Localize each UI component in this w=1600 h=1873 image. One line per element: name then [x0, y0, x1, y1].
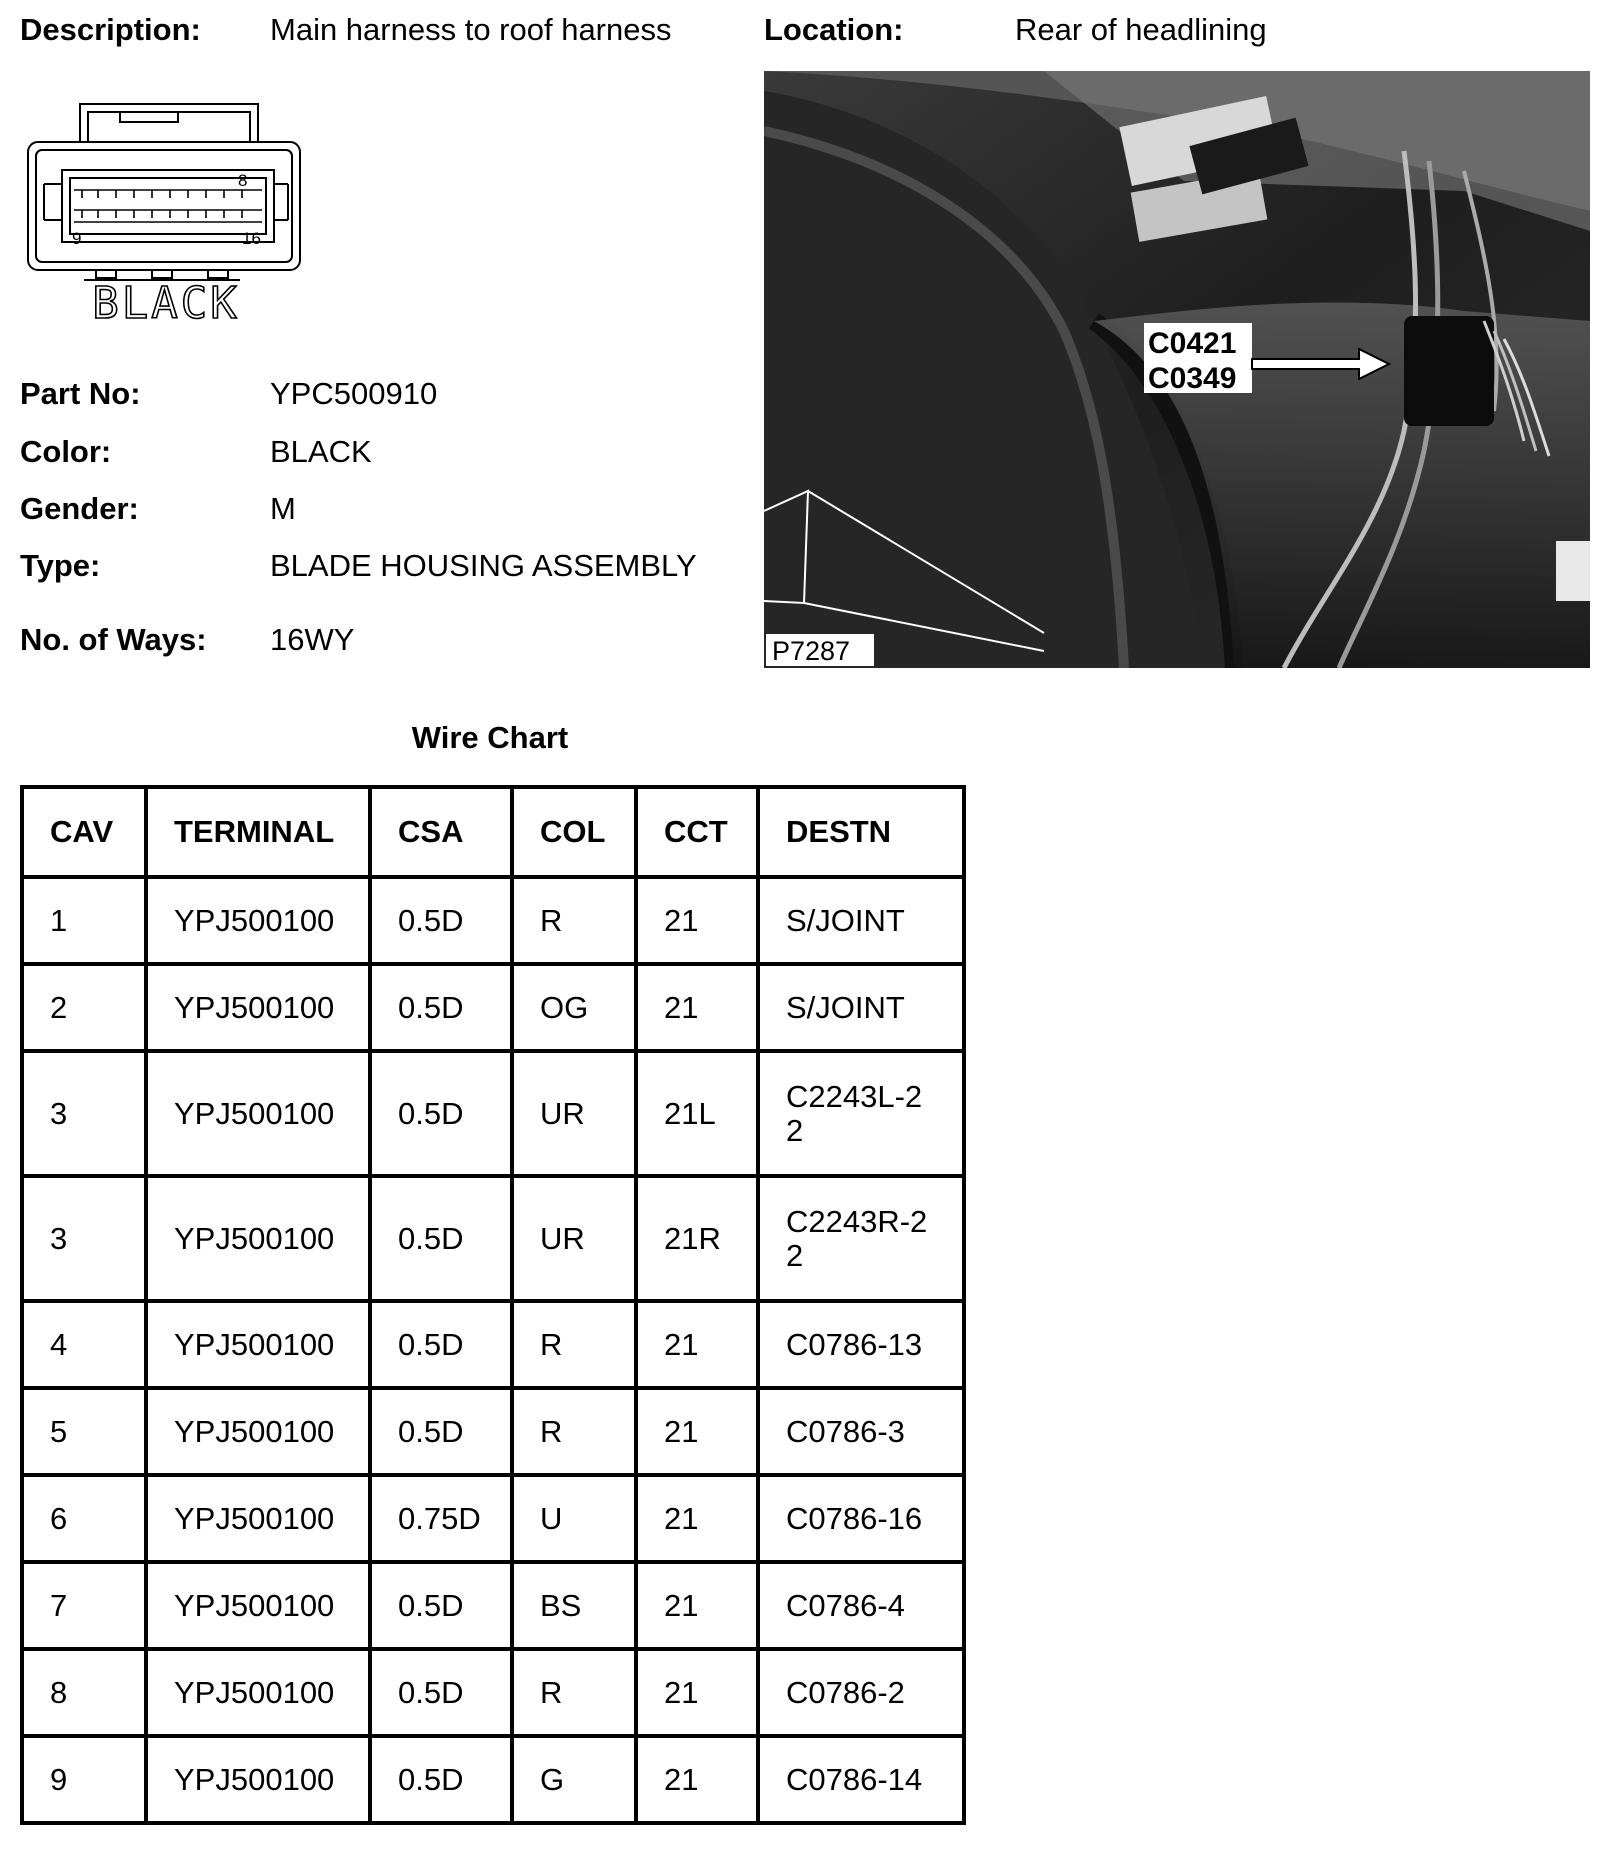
cell-col: R	[512, 1388, 636, 1475]
callout-c0421: C0421	[1148, 327, 1237, 360]
cell-csa: 0.5D	[370, 877, 512, 964]
location-photo	[764, 71, 1590, 668]
pin-label-8: 8	[238, 171, 248, 190]
description-value: Main harness to roof harness	[270, 12, 672, 47]
type-value: BLADE HOUSING ASSEMBLY	[270, 548, 697, 583]
cell-terminal: YPJ500100	[146, 1649, 370, 1736]
cell-destn: S/JOINT	[758, 964, 964, 1051]
color-label: Color:	[20, 434, 112, 469]
table-header-row	[22, 787, 964, 877]
cell-cct: 21R	[636, 1176, 758, 1301]
cell-cav: 4	[22, 1301, 146, 1388]
cell-terminal: YPJ500100	[146, 1301, 370, 1388]
cell-cct: 21L	[636, 1051, 758, 1176]
cell-cct: 21	[636, 1475, 758, 1562]
table-row	[22, 964, 964, 1051]
cell-destn: C0786-3	[758, 1388, 964, 1475]
cell-cct: 21	[636, 1562, 758, 1649]
cell-csa: 0.5D	[370, 1301, 512, 1388]
table-row	[22, 1475, 964, 1562]
cell-col: R	[512, 1301, 636, 1388]
location-label: Location:	[764, 12, 904, 47]
cell-col: R	[512, 877, 636, 964]
header-destn: DESTN	[758, 787, 964, 877]
description-label: Description:	[20, 12, 201, 47]
cell-cav: 9	[22, 1736, 146, 1823]
table-row	[22, 1301, 964, 1388]
part-no-label: Part No:	[20, 376, 141, 411]
table-row	[22, 1051, 964, 1176]
table-row	[22, 877, 964, 964]
cell-cct: 21	[636, 877, 758, 964]
gender-value: M	[270, 491, 296, 526]
cell-destn: C0786-14	[758, 1736, 964, 1823]
header-cct: CCT	[636, 787, 758, 877]
cell-destn: C0786-2	[758, 1649, 964, 1736]
photo-reference: P7287	[772, 636, 851, 666]
cell-csa: 0.5D	[370, 1736, 512, 1823]
cell-csa: 0.5D	[370, 1176, 512, 1301]
cell-col: U	[512, 1475, 636, 1562]
table-row	[22, 1736, 964, 1823]
table-row	[22, 1649, 964, 1736]
cell-destn: C0786-16	[758, 1475, 964, 1562]
cell-destn: C0786-13	[758, 1301, 964, 1388]
cell-terminal: YPJ500100	[146, 1176, 370, 1301]
cell-cav: 1	[22, 877, 146, 964]
cell-destn: S/JOINT	[758, 877, 964, 964]
gender-label: Gender:	[20, 491, 139, 526]
table-row	[22, 1176, 964, 1301]
header-terminal: TERMINAL	[146, 787, 370, 877]
location-value: Rear of headlining	[1015, 12, 1267, 47]
header-csa: CSA	[370, 787, 512, 877]
cell-cct: 21	[636, 1649, 758, 1736]
cell-col: OG	[512, 964, 636, 1051]
cell-cav: 7	[22, 1562, 146, 1649]
cell-cct: 21	[636, 1301, 758, 1388]
cell-terminal: YPJ500100	[146, 1562, 370, 1649]
cell-cav: 8	[22, 1649, 146, 1736]
table-row	[22, 1388, 964, 1475]
cell-col: R	[512, 1649, 636, 1736]
cell-csa: 0.5D	[370, 1051, 512, 1176]
cell-cct: 21	[636, 1388, 758, 1475]
part-no-value: YPC500910	[270, 376, 438, 411]
ways-value: 16WY	[270, 622, 355, 657]
connector-color-label: BLACK	[92, 278, 240, 328]
callout-c0349: C0349	[1148, 362, 1237, 395]
connector-face-diagram	[26, 98, 306, 328]
cell-destn: C2243R-22	[758, 1176, 964, 1301]
cell-terminal: YPJ500100	[146, 1388, 370, 1475]
cell-terminal: YPJ500100	[146, 1051, 370, 1176]
cell-col: UR	[512, 1176, 636, 1301]
cell-csa: 0.5D	[370, 964, 512, 1051]
ways-label: No. of Ways:	[20, 622, 207, 657]
cell-cct: 21	[636, 964, 758, 1051]
cell-cav: 5	[22, 1388, 146, 1475]
cell-destn: C2243L-22	[758, 1051, 964, 1176]
cell-terminal: YPJ500100	[146, 964, 370, 1051]
cell-terminal: YPJ500100	[146, 1736, 370, 1823]
cell-col: G	[512, 1736, 636, 1823]
cell-csa: 0.5D	[370, 1388, 512, 1475]
cell-cct: 21	[636, 1736, 758, 1823]
cell-cav: 3	[22, 1176, 146, 1301]
table-row	[22, 1562, 964, 1649]
cell-terminal: YPJ500100	[146, 877, 370, 964]
pin-label-9: 9	[72, 229, 82, 248]
header-col: COL	[512, 787, 636, 877]
cell-terminal: YPJ500100	[146, 1475, 370, 1562]
color-value: BLACK	[270, 434, 372, 469]
cell-cav: 3	[22, 1051, 146, 1176]
cell-cav: 2	[22, 964, 146, 1051]
cell-csa: 0.75D	[370, 1475, 512, 1562]
wire-chart-table	[20, 785, 966, 1825]
cell-col: BS	[512, 1562, 636, 1649]
pin-label-16: 16	[242, 229, 261, 248]
type-label: Type:	[20, 548, 101, 583]
cell-csa: 0.5D	[370, 1649, 512, 1736]
cell-destn: C0786-4	[758, 1562, 964, 1649]
header-cav: CAV	[22, 787, 146, 877]
cell-csa: 0.5D	[370, 1562, 512, 1649]
cell-cav: 6	[22, 1475, 146, 1562]
cell-col: UR	[512, 1051, 636, 1176]
wire-chart-title: Wire Chart	[411, 720, 569, 755]
